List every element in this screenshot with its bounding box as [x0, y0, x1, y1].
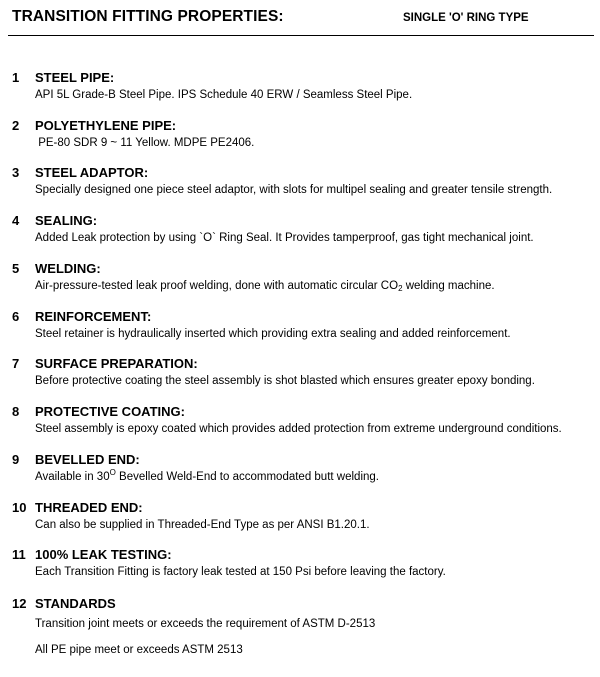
item-description: Before protective coating the steel assembly is shot blasted which ensures greater epoxy bonding.: [35, 375, 535, 387]
item-description: Steel assembly is epoxy coated which provides added protection from extreme underground conditions.: [35, 423, 562, 435]
item-heading: 100% LEAK TESTING:: [35, 547, 172, 562]
item-description: Transition joint meets or exceeds the requirement of ASTM D-2513: [35, 618, 376, 630]
item-heading: SURFACE PREPARATION:: [35, 356, 198, 371]
item-number: 9: [12, 452, 20, 467]
item-number: 12: [12, 596, 27, 611]
item-number: 5: [12, 261, 20, 276]
item-heading: THREADED END:: [35, 500, 143, 515]
description-text: Bevelled Weld-End to accommodated butt welding.: [115, 471, 379, 483]
item-heading: SEALING:: [35, 213, 98, 228]
item-number: 1: [12, 70, 20, 85]
description-text: welding machine.: [402, 280, 495, 292]
item-heading: POLYETHYLENE PIPE:: [35, 118, 177, 133]
item-heading: REINFORCEMENT:: [35, 309, 152, 324]
item-number: 8: [12, 404, 20, 419]
page-subtitle: SINGLE 'O' RING TYPE: [403, 12, 529, 24]
item-description: API 5L Grade-B Steel Pipe. IPS Schedule 40 ERW / Seamless Steel Pipe.: [35, 89, 413, 101]
item-number: 10: [12, 500, 27, 515]
description-text: Air-pressure-tested leak proof welding, done with automatic circular CO: [35, 280, 399, 292]
item-description: Steel retainer is hydraulically inserted which providing extra sealing and added reinforcement.: [35, 328, 511, 340]
item-description: Added Leak protection by using `O` Ring Seal. It Provides tamperproof, gas tight mechanical joint.: [35, 232, 534, 244]
superscript: O: [109, 468, 116, 477]
item-number: 6: [12, 309, 20, 324]
page-title: TRANSITION FITTING PROPERTIES:: [12, 8, 284, 25]
subscript: 2: [398, 284, 403, 293]
item-number: 11: [12, 547, 26, 562]
item-description: Each Transition Fitting is factory leak tested at 150 Psi before leaving the factory.: [35, 566, 446, 578]
item-number: 7: [12, 356, 20, 371]
item-number: 3: [12, 165, 20, 180]
description-text: Available in 30: [35, 471, 110, 483]
item-description: [35, 280, 495, 292]
item-description: Specially designed one piece steel adaptor, with slots for multipel sealing and greater tensile strength.: [35, 184, 553, 196]
item-heading: BEVELLED END:: [35, 452, 140, 467]
item-description: [35, 468, 379, 483]
item-number: 2: [12, 118, 20, 133]
item-description: PE-80 SDR 9 ~ 11 Yellow. MDPE PE2406.: [35, 137, 255, 149]
item-heading: PROTECTIVE COATING:: [35, 404, 185, 419]
item-heading: STEEL ADAPTOR:: [35, 165, 149, 180]
item-description-secondary: All PE pipe meet or exceeds ASTM 2513: [35, 644, 243, 656]
item-number: 4: [12, 213, 20, 228]
item-heading: STEEL PIPE:: [35, 70, 115, 85]
item-heading: STANDARDS: [35, 596, 116, 611]
item-heading: WELDING:: [35, 261, 101, 276]
item-description: Can also be supplied in Threaded-End Type as per ANSI B1.20.1.: [35, 519, 370, 531]
